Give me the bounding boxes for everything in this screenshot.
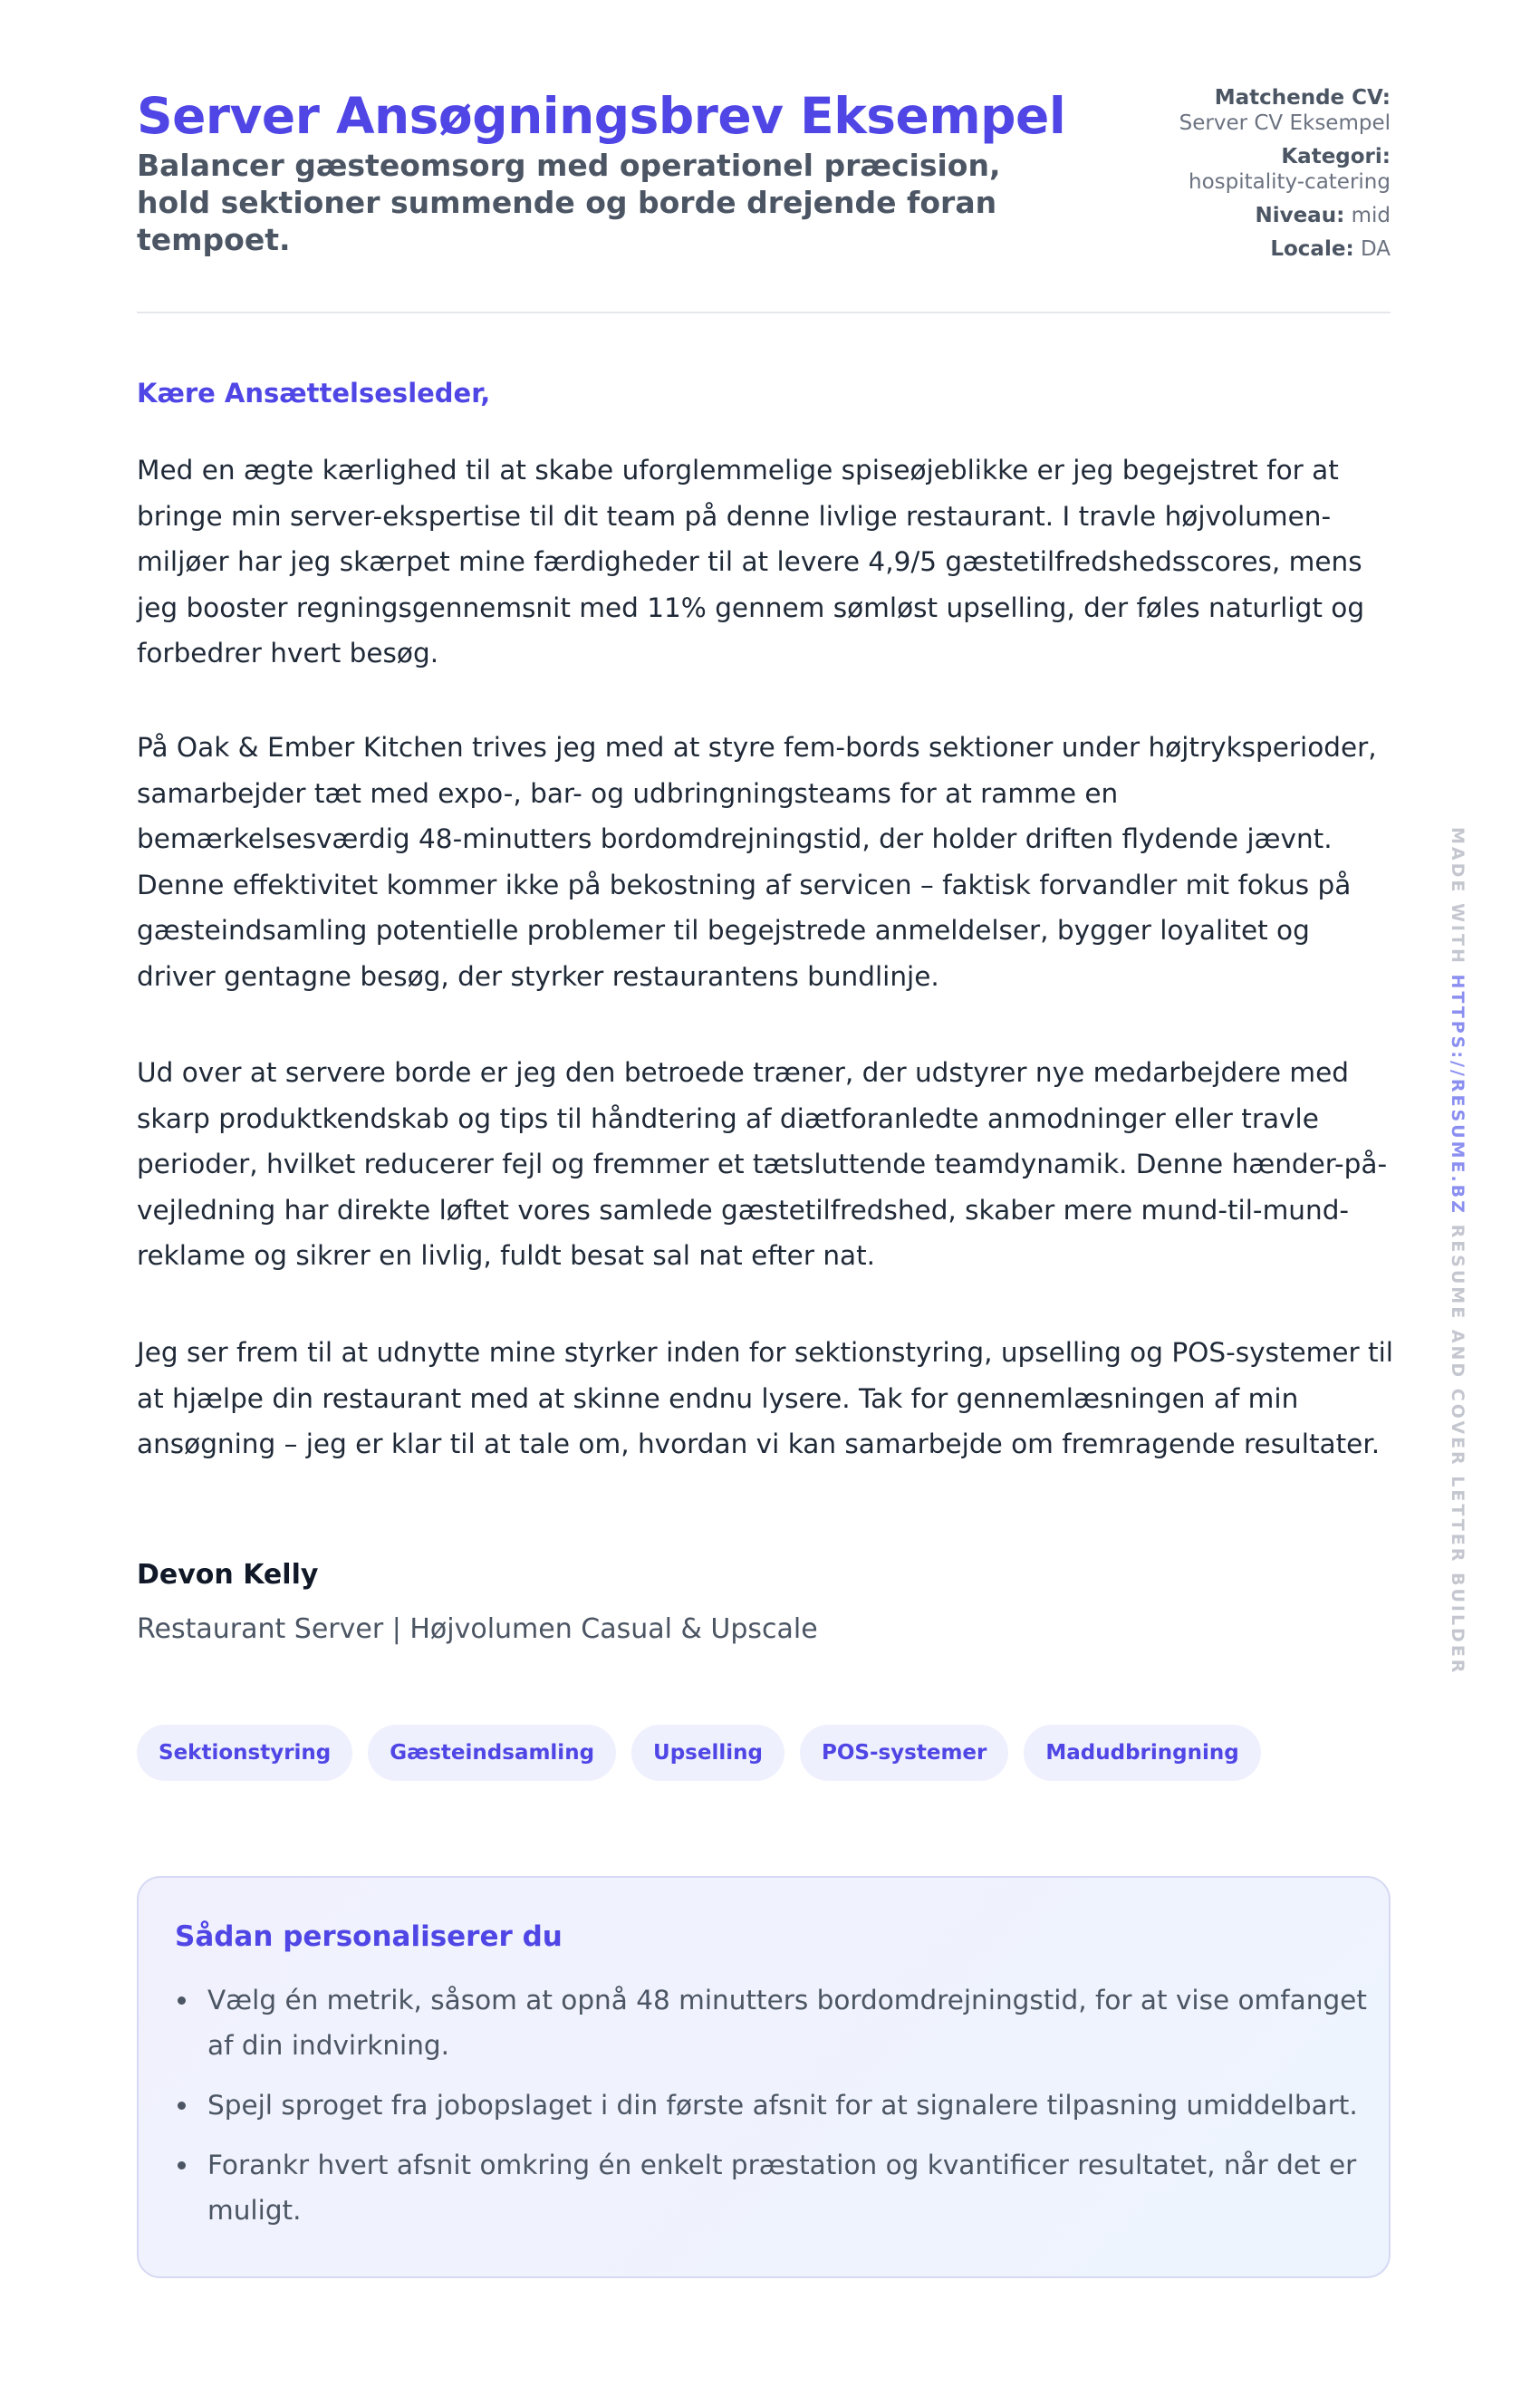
tips-item: Vælg én metrik, såsom at opnå 48 minutters bordomdrejningstid, for at vise omfanget af din indvirkning. (207, 1977, 1385, 2068)
meta-panel (1179, 85, 1391, 270)
signature-name: Devon Kelly (137, 1559, 319, 1591)
letter-paragraph: Ud over at servere borde er jeg den betroede træner, der udstyrer nye medarbejdere med skarp produktkendskab og tips til håndtering af diætforanledte anmodninger eller travle perioder, hvilket reducerer fejl og fremmer et tætsluttende teamdynamik. Denne hænder-på-vejledning har direkte løftet vores samlede gæstetilfredshed, skaber mere mund-til-mund-reklame og sikrer en livlig, fuldt besat sal nat efter nat. (137, 1057, 1388, 1271)
personalization-tips-box (137, 1876, 1391, 2278)
meta-locale (1179, 236, 1391, 262)
meta-locale-label: Locale: (1270, 237, 1354, 261)
skill-tag: Gæsteindsamling (368, 1725, 616, 1781)
letter-paragraph: Med en ægte kærlighed til at skabe uforglemmelige spiseøjeblikke er jeg begejstret for at bringe min server-ekspertise til dit team på denne livlige restaurant. I travle højvolumen-miljøer har jeg skærpet mine færdigheder til at levere 4,9/5 gæstetilfredshedsscores, mens jeg booster regningsgennemsnit med 11% gennem sømløst upselling, der føles naturligt og forbedrer hvert besøg. (137, 455, 1365, 669)
header (137, 0, 1391, 313)
letter-paragraph: Jeg ser frem til at udnytte mine styrker inden for sektionstyring, upselling og POS-systemer til at hjælpe din restaurant med at skinne endnu lysere. Tak for gennemlæsningen af min ansøgning – jeg er klar til at tale om, hvordan vi kan samarbejde om fremragende resultater. (137, 1337, 1393, 1459)
meta-cv-label: Matchende CV: (1214, 86, 1391, 110)
tips-list (175, 1977, 1385, 2247)
skill-tag: Upselling (631, 1725, 784, 1781)
skill-tags (137, 1725, 1261, 1781)
skill-tag: Madudbringning (1024, 1725, 1260, 1781)
tips-item: Spejl sproget fra jobopslaget i din første afsnit for at signalere tilpasning umiddelbart. (207, 2083, 1385, 2128)
skill-tag: POS-systemer (800, 1725, 1008, 1781)
meta-cv (1179, 85, 1391, 136)
watermark-link[interactable]: HTTPS://RESUME.BZ (1448, 974, 1468, 1216)
made-with-watermark (1442, 827, 1473, 1676)
tips-item: Forankr hvert afsnit omkring én enkelt præstation og kvantificer resultatet, når det er muligt. (207, 2142, 1385, 2233)
cover-letter-page (137, 0, 1393, 2226)
skill-tag: Sektionstyring (137, 1725, 352, 1781)
meta-category-value: hospitality-catering (1189, 170, 1391, 194)
meta-level-label: Niveau: (1255, 204, 1345, 227)
signature-role: Restaurant Server | Højvolumen Casual & Upscale (137, 1613, 818, 1645)
meta-level (1179, 203, 1391, 228)
letter-paragraph: På Oak & Ember Kitchen trives jeg med at styre fem-bords sektioner under højtryksperioder, samarbejder tæt med expo-, bar- og udbringningsteams for at ramme en bemærkelsesværdig 48-minutters bordomdrejningstid, der holder driften flydende jævnt. Denne effektivitet kommer ikke på bekostning af servicen – faktisk forvandler mit fokus på gæsteindsamling potentielle problemer til begejstrede anmeldelser, bygger loyalitet og driver gentagne besøg, der styrker restaurantens bundlinje. (137, 732, 1377, 992)
page-title: Server Ansøgningsbrev Eksempel (137, 87, 1066, 145)
meta-locale-value: DA (1360, 237, 1391, 261)
watermark-prefix: MADE WITH (1448, 827, 1468, 966)
meta-category-label: Kategori: (1281, 145, 1391, 168)
watermark-suffix: RESUME AND COVER LETTER BUILDER (1448, 1224, 1468, 1676)
meta-level-value: mid (1351, 204, 1391, 227)
meta-cv-value: Server CV Eksempel (1179, 111, 1391, 135)
meta-category (1179, 144, 1391, 195)
tips-title: Sådan personaliserer du (175, 1920, 563, 1953)
page-subtitle: Balancer gæsteomsorg med operationel præcision, hold sektioner summende og borde drejende foran tempoet. (137, 148, 1001, 257)
letter-greeting: Kære Ansættelsesleder, (137, 378, 491, 409)
